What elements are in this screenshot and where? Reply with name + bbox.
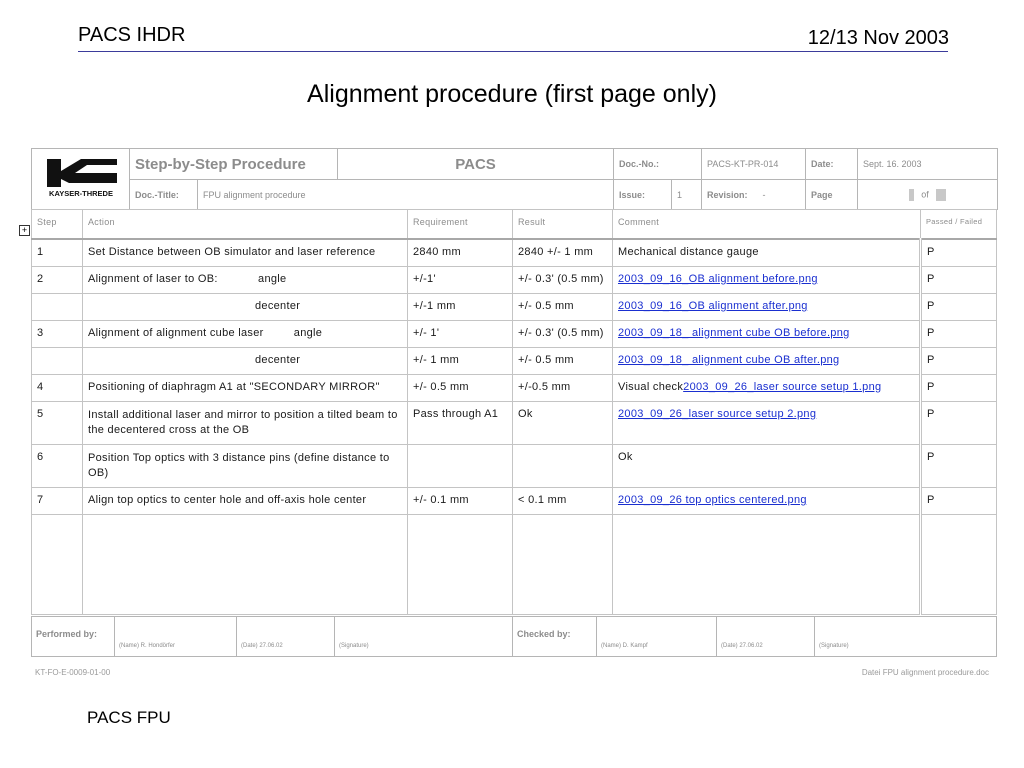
result-text: +/- 0.3' (0.5 mm) xyxy=(513,320,613,347)
procedure-type: Step-by-Step Procedure xyxy=(130,149,338,180)
pass-fail: P xyxy=(921,444,997,487)
result-text: Ok xyxy=(513,401,613,444)
comment-text: Ok xyxy=(613,444,921,487)
requirement-text: +/-1' xyxy=(408,266,513,293)
action-text: Align top optics to center hole and off-axis hole center xyxy=(83,487,408,514)
comment-cell xyxy=(613,487,921,514)
step-number: 2 xyxy=(32,266,83,293)
pass-fail: P xyxy=(921,347,997,374)
page-number-box xyxy=(909,189,914,201)
result-text: +/- 0.3' (0.5 mm) xyxy=(513,266,613,293)
comment-link[interactable]: 2003_09_16_OB alignment after.png xyxy=(618,299,808,312)
comment-link[interactable]: 2003_09_26_laser source setup 2.png xyxy=(618,407,817,420)
comment-cell xyxy=(613,374,921,401)
step-number: 1 xyxy=(32,239,83,266)
page-label: Page xyxy=(806,180,858,210)
steps-table xyxy=(31,209,997,615)
action-text: Positioning of diaphragm A1 at "SECONDARY MIRROR" xyxy=(83,374,408,401)
comment-link[interactable]: 2003_09_26_laser source setup 1.png xyxy=(683,380,882,393)
issue-value: 1 xyxy=(672,180,702,210)
performed-by-label: Performed by: xyxy=(32,617,115,657)
requirement-text: +/- 0.1 mm xyxy=(408,487,513,514)
form-number: KT-FO-E-0009-01-00 xyxy=(35,668,111,677)
pass-fail: P xyxy=(921,401,997,444)
table-row xyxy=(32,374,997,401)
col-action: Action xyxy=(83,210,408,240)
procedure-form xyxy=(31,148,996,657)
table-row-empty xyxy=(32,514,997,614)
col-result: Result xyxy=(513,210,613,240)
requirement-text xyxy=(408,444,513,487)
step-number: 6 xyxy=(32,444,83,487)
result-text xyxy=(513,444,613,487)
revision-label: Revision: - xyxy=(702,180,806,210)
company-logo xyxy=(32,149,130,210)
requirement-text: +/-1 mm xyxy=(408,293,513,320)
step-number xyxy=(32,293,83,320)
page-value: of xyxy=(858,180,998,210)
checked-date: (Date) 27.06.02 xyxy=(717,617,815,657)
col-requirement: Requirement xyxy=(408,210,513,240)
action-text: Set Distance between OB simulator and laser reference xyxy=(83,239,408,266)
pass-fail: P xyxy=(921,487,997,514)
step-number xyxy=(32,347,83,374)
expand-icon[interactable]: + xyxy=(19,225,30,236)
action-text: Alignment of alignment cube laser angle xyxy=(83,320,408,347)
checked-signature: (Signature) xyxy=(815,617,997,657)
form-header xyxy=(31,148,998,210)
col-passed-failed: Passed / Failed xyxy=(921,210,997,240)
requirement-text: 2840 mm xyxy=(408,239,513,266)
requirement-text: Pass through A1 xyxy=(408,401,513,444)
header-left: PACS IHDR xyxy=(78,24,186,46)
table-row xyxy=(32,320,997,347)
date-label: Date: xyxy=(806,149,858,180)
table-row xyxy=(32,293,997,320)
result-text: < 0.1 mm xyxy=(513,487,613,514)
comment-link[interactable]: 2003_09_26 top optics centered.png xyxy=(618,493,807,506)
comment-cell xyxy=(613,401,921,444)
step-number: 5 xyxy=(32,401,83,444)
slide-title: Alignment procedure (first page only) xyxy=(307,80,717,108)
comment-cell xyxy=(613,320,921,347)
checked-by-label: Checked by: xyxy=(513,617,597,657)
signature-block xyxy=(31,616,997,657)
step-number: 4 xyxy=(32,374,83,401)
header-divider xyxy=(78,51,948,52)
comment-cell xyxy=(613,266,921,293)
result-text: +/- 0.5 mm xyxy=(513,293,613,320)
date-value: Sept. 16. 2003 xyxy=(858,149,998,180)
step-number: 7 xyxy=(32,487,83,514)
pass-fail: P xyxy=(921,239,997,266)
result-text: 2840 +/- 1 mm xyxy=(513,239,613,266)
doc-no-label: Doc.-No.: xyxy=(614,149,702,180)
pass-fail: P xyxy=(921,293,997,320)
doc-title-value: FPU alignment procedure xyxy=(198,180,614,210)
comment-text: Visual check xyxy=(618,380,684,393)
table-row xyxy=(32,347,997,374)
issue-label: Issue: xyxy=(614,180,672,210)
doc-no-value: PACS-KT-PR-014 xyxy=(702,149,806,180)
checked-name: (Name) D. Kampf xyxy=(597,617,717,657)
col-comment: Comment xyxy=(613,210,921,240)
comment-link[interactable]: 2003_09_18_ alignment cube OB after.png xyxy=(618,353,840,366)
header-date: 12/13 Nov 2003 xyxy=(807,27,949,49)
comment-cell xyxy=(613,293,921,320)
pass-fail: P xyxy=(921,266,997,293)
comment-link[interactable]: 2003_09_16_OB alignment before.png xyxy=(618,272,818,285)
requirement-text: +/- 0.5 mm xyxy=(408,374,513,401)
result-text: +/-0.5 mm xyxy=(513,374,613,401)
table-row xyxy=(32,239,997,266)
action-text: decenter xyxy=(83,347,408,374)
pass-fail: P xyxy=(921,320,997,347)
project-name: PACS xyxy=(338,149,614,180)
table-row xyxy=(32,487,997,514)
doc-title-label: Doc.-Title: xyxy=(130,180,198,210)
action-text: Alignment of laser to OB: angle xyxy=(83,266,408,293)
action-text: decenter xyxy=(83,293,408,320)
table-row xyxy=(32,401,997,444)
requirement-text: +/- 1 mm xyxy=(408,347,513,374)
requirement-text: +/- 1' xyxy=(408,320,513,347)
performed-signature: (Signature) xyxy=(335,617,513,657)
page-total-box xyxy=(936,189,946,201)
action-text: Install additional laser and mirror to position a tilted beam to the decentered cross at the OB xyxy=(83,401,408,444)
table-row xyxy=(32,266,997,293)
footer-text: PACS FPU xyxy=(87,708,171,727)
svg-text:KAYSER-THREDE: KAYSER-THREDE xyxy=(48,189,113,198)
action-text: Position Top optics with 3 distance pins (define distance to OB) xyxy=(83,444,408,487)
comment-text: Mechanical distance gauge xyxy=(613,239,921,266)
step-number: 3 xyxy=(32,320,83,347)
kayser-threde-logo-icon xyxy=(41,157,121,199)
col-step: Step xyxy=(32,210,83,240)
table-row xyxy=(32,444,997,487)
performed-date: (Date) 27.06.02 xyxy=(237,617,335,657)
result-text: +/- 0.5 mm xyxy=(513,347,613,374)
comment-link[interactable]: 2003_09_18_ alignment cube OB before.png xyxy=(618,326,850,339)
comment-cell xyxy=(613,347,921,374)
pass-fail: P xyxy=(921,374,997,401)
file-name: Datei FPU alignment procedure.doc xyxy=(861,668,989,677)
performed-name: (Name) R. Hondörfer xyxy=(115,617,237,657)
